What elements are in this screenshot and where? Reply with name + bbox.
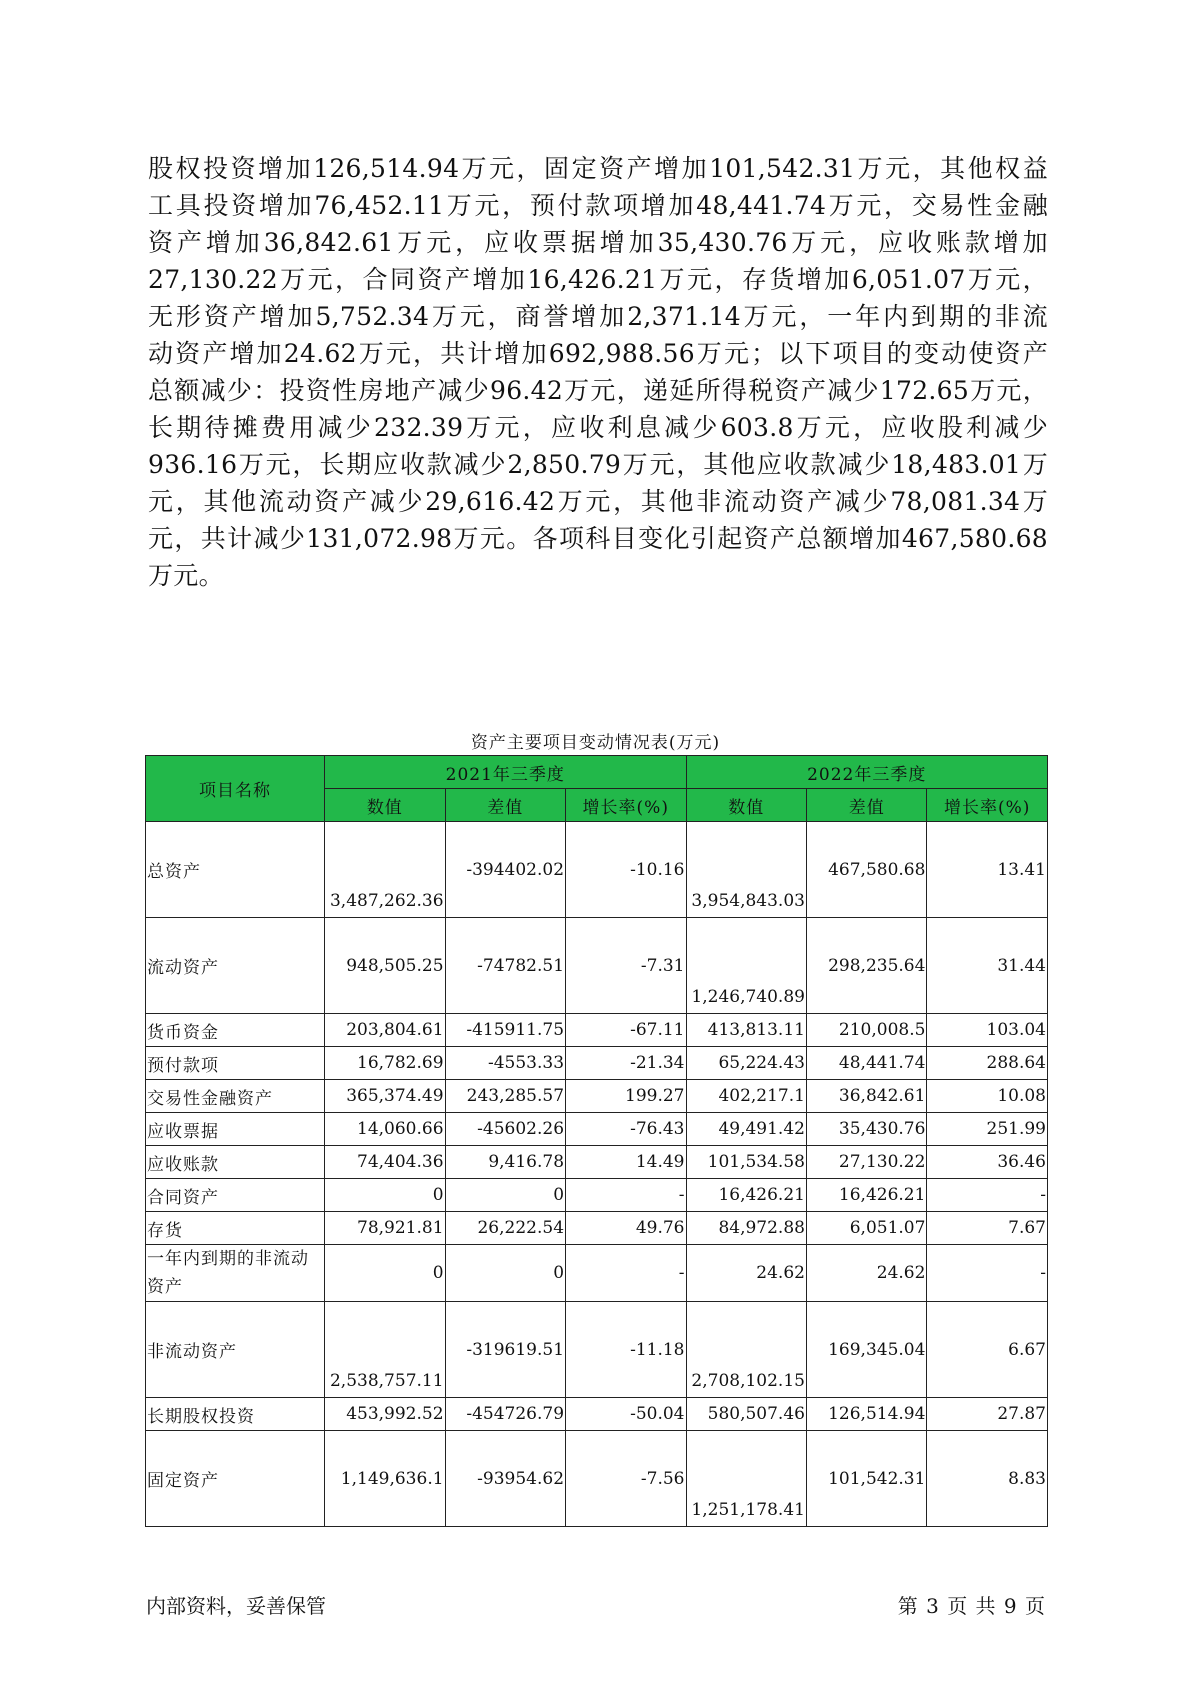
cell-v21: 2,538,757.11	[325, 1302, 445, 1398]
cell-v21: 365,374.49	[325, 1080, 445, 1113]
cell-d21: 26,222.54	[445, 1212, 565, 1245]
header-rate-2022: 增长率(%)	[927, 789, 1048, 822]
cell-r21: -11.18	[566, 1302, 686, 1398]
cell-r22: 103.04	[927, 1014, 1048, 1047]
cell-d21: -319619.51	[445, 1302, 565, 1398]
cell-r21: 49.76	[566, 1212, 686, 1245]
cell-d21: -394402.02	[445, 822, 565, 918]
table-caption: 资产主要项目变动情况表(万元)	[470, 733, 721, 753]
table-row	[146, 1113, 1048, 1146]
cell-d22: 467,580.68	[806, 822, 926, 918]
cell-d21: 9,416.78	[445, 1146, 565, 1179]
body-line: 元，其他流动资产减少29,616.42万元，其他非流动资产减少78,081.34万	[148, 487, 1048, 516]
cell-r21: -50.04	[566, 1398, 686, 1431]
cell-r22: 10.08	[927, 1080, 1048, 1113]
cell-d21: 243,285.57	[445, 1080, 565, 1113]
body-line: 总额减少：投资性房地产减少96.42万元，递延所得税资产减少172.65万元，	[148, 376, 1048, 405]
row-item-name: 长期股权投资	[146, 1398, 325, 1431]
cell-v21: 78,921.81	[325, 1212, 445, 1245]
cell-r22: 13.41	[927, 822, 1048, 918]
footer-page-number: 第 3 页 共 9 页	[897, 1594, 1046, 1618]
cell-d22: 36,842.61	[806, 1080, 926, 1113]
cell-d22: 6,051.07	[806, 1212, 926, 1245]
cell-d22: 210,008.5	[806, 1014, 926, 1047]
row-item-name: 非流动资产	[146, 1302, 325, 1398]
asset-change-table	[145, 755, 1048, 1527]
cell-v22: 65,224.43	[686, 1047, 806, 1080]
header-diff-2022: 差值	[806, 789, 926, 822]
cell-d22: 169,345.04	[806, 1302, 926, 1398]
body-line: 无形资产增加5,752.34万元，商誉增加2,371.14万元，一年内到期的非流	[148, 302, 1048, 331]
cell-v21: 14,060.66	[325, 1113, 445, 1146]
table-row	[146, 822, 1048, 918]
header-value-2022: 数值	[686, 789, 806, 822]
cell-v22: 580,507.46	[686, 1398, 806, 1431]
row-item-name: 合同资产	[146, 1179, 325, 1212]
cell-r21: -21.34	[566, 1047, 686, 1080]
body-line: 工具投资增加76,452.11万元，预付款项增加48,441.74万元，交易性金融	[148, 191, 1048, 220]
cell-v22: 402,217.1	[686, 1080, 806, 1113]
cell-v21: 948,505.25	[325, 918, 445, 1014]
cell-r22: -	[927, 1245, 1048, 1302]
cell-d21: -4553.33	[445, 1047, 565, 1080]
cell-v22: 1,251,178.41	[686, 1431, 806, 1527]
table-row	[146, 1179, 1048, 1212]
cell-r22: 288.64	[927, 1047, 1048, 1080]
body-paragraph	[148, 150, 1048, 594]
cell-d21: -93954.62	[445, 1431, 565, 1527]
cell-v22: 2,708,102.15	[686, 1302, 806, 1398]
cell-d22: 24.62	[806, 1245, 926, 1302]
body-line: 元，共计减少131,072.98万元。各项科目变化引起资产总额增加467,580.68	[148, 524, 1048, 553]
table-row	[146, 1212, 1048, 1245]
cell-v21: 1,149,636.1	[325, 1431, 445, 1527]
row-item-name: 应收票据	[146, 1113, 325, 1146]
cell-r22: 251.99	[927, 1113, 1048, 1146]
cell-r21: -10.16	[566, 822, 686, 918]
cell-r21: -7.31	[566, 918, 686, 1014]
body-line: 长期待摊费用减少232.39万元，应收利息减少603.8万元，应收股利减少	[148, 413, 1048, 442]
row-item-name: 交易性金融资产	[146, 1080, 325, 1113]
table-row	[146, 1014, 1048, 1047]
cell-d22: 48,441.74	[806, 1047, 926, 1080]
header-period-2021: 2021年三季度	[325, 756, 686, 789]
row-item-name: 固定资产	[146, 1431, 325, 1527]
cell-v22: 3,954,843.03	[686, 822, 806, 918]
table-row	[146, 1047, 1048, 1080]
cell-v22: 49,491.42	[686, 1113, 806, 1146]
cell-r22: 8.83	[927, 1431, 1048, 1527]
header-period-2022: 2022年三季度	[686, 756, 1048, 789]
row-item-name: 存货	[146, 1212, 325, 1245]
table-row	[146, 1080, 1048, 1113]
cell-v21: 74,404.36	[325, 1146, 445, 1179]
cell-v22: 16,426.21	[686, 1179, 806, 1212]
cell-r21: -7.56	[566, 1431, 686, 1527]
cell-v22: 413,813.11	[686, 1014, 806, 1047]
body-line: 27,130.22万元，合同资产增加16,426.21万元，存货增加6,051.07万元，	[148, 265, 1048, 294]
cell-v21: 16,782.69	[325, 1047, 445, 1080]
cell-d21: -454726.79	[445, 1398, 565, 1431]
row-item-name: 流动资产	[146, 918, 325, 1014]
row-item-name: 应收账款	[146, 1146, 325, 1179]
table-row	[146, 1245, 1048, 1302]
header-value-2021: 数值	[325, 789, 445, 822]
cell-v22: 101,534.58	[686, 1146, 806, 1179]
cell-d22: 35,430.76	[806, 1113, 926, 1146]
cell-d21: -45602.26	[445, 1113, 565, 1146]
header-item-name: 项目名称	[146, 756, 325, 822]
row-item-name: 预付款项	[146, 1047, 325, 1080]
cell-v22: 24.62	[686, 1245, 806, 1302]
body-line: 资产增加36,842.61万元，应收票据增加35,430.76万元，应收账款增加	[148, 228, 1048, 257]
cell-r21: -	[566, 1245, 686, 1302]
row-item-name: 一年内到期的非流动资产	[146, 1245, 325, 1302]
body-line: 936.16万元，长期应收款减少2,850.79万元，其他应收款减少18,483.01万	[148, 450, 1048, 479]
cell-r21: 199.27	[566, 1080, 686, 1113]
cell-d22: 27,130.22	[806, 1146, 926, 1179]
header-rate-2021: 增长率(%)	[566, 789, 686, 822]
row-item-name: 货币资金	[146, 1014, 325, 1047]
table-row	[146, 918, 1048, 1014]
table-row	[146, 1431, 1048, 1527]
cell-r22: 6.67	[927, 1302, 1048, 1398]
row-item-name: 总资产	[146, 822, 325, 918]
body-line: 股权投资增加126,514.94万元，固定资产增加101,542.31万元，其他权益	[148, 154, 1048, 183]
cell-d21: -74782.51	[445, 918, 565, 1014]
cell-r21: -76.43	[566, 1113, 686, 1146]
cell-r22: 27.87	[927, 1398, 1048, 1431]
table-row	[146, 1398, 1048, 1431]
cell-d22: 126,514.94	[806, 1398, 926, 1431]
table-row	[146, 1302, 1048, 1398]
cell-r22: 7.67	[927, 1212, 1048, 1245]
body-line: 万元。	[148, 561, 224, 590]
cell-d21: 0	[445, 1245, 565, 1302]
cell-v21: 0	[325, 1179, 445, 1212]
table-header-row	[146, 756, 1048, 789]
body-line: 动资产增加24.62万元，共计增加692,988.56万元；以下项目的变动使资产	[148, 339, 1048, 368]
cell-d22: 298,235.64	[806, 918, 926, 1014]
cell-r21: -67.11	[566, 1014, 686, 1047]
table-row	[146, 1146, 1048, 1179]
cell-r22: 36.46	[927, 1146, 1048, 1179]
cell-v21: 203,804.61	[325, 1014, 445, 1047]
cell-v22: 1,246,740.89	[686, 918, 806, 1014]
cell-v21: 0	[325, 1245, 445, 1302]
cell-r21: 14.49	[566, 1146, 686, 1179]
cell-d22: 101,542.31	[806, 1431, 926, 1527]
header-diff-2021: 差值	[445, 789, 565, 822]
footer-confidential-note: 内部资料，妥善保管	[146, 1594, 326, 1618]
cell-d21: -415911.75	[445, 1014, 565, 1047]
cell-d21: 0	[445, 1179, 565, 1212]
cell-v21: 3,487,262.36	[325, 822, 445, 918]
cell-v22: 84,972.88	[686, 1212, 806, 1245]
cell-r22: -	[927, 1179, 1048, 1212]
cell-r21: -	[566, 1179, 686, 1212]
cell-r22: 31.44	[927, 918, 1048, 1014]
cell-v21: 453,992.52	[325, 1398, 445, 1431]
cell-d22: 16,426.21	[806, 1179, 926, 1212]
